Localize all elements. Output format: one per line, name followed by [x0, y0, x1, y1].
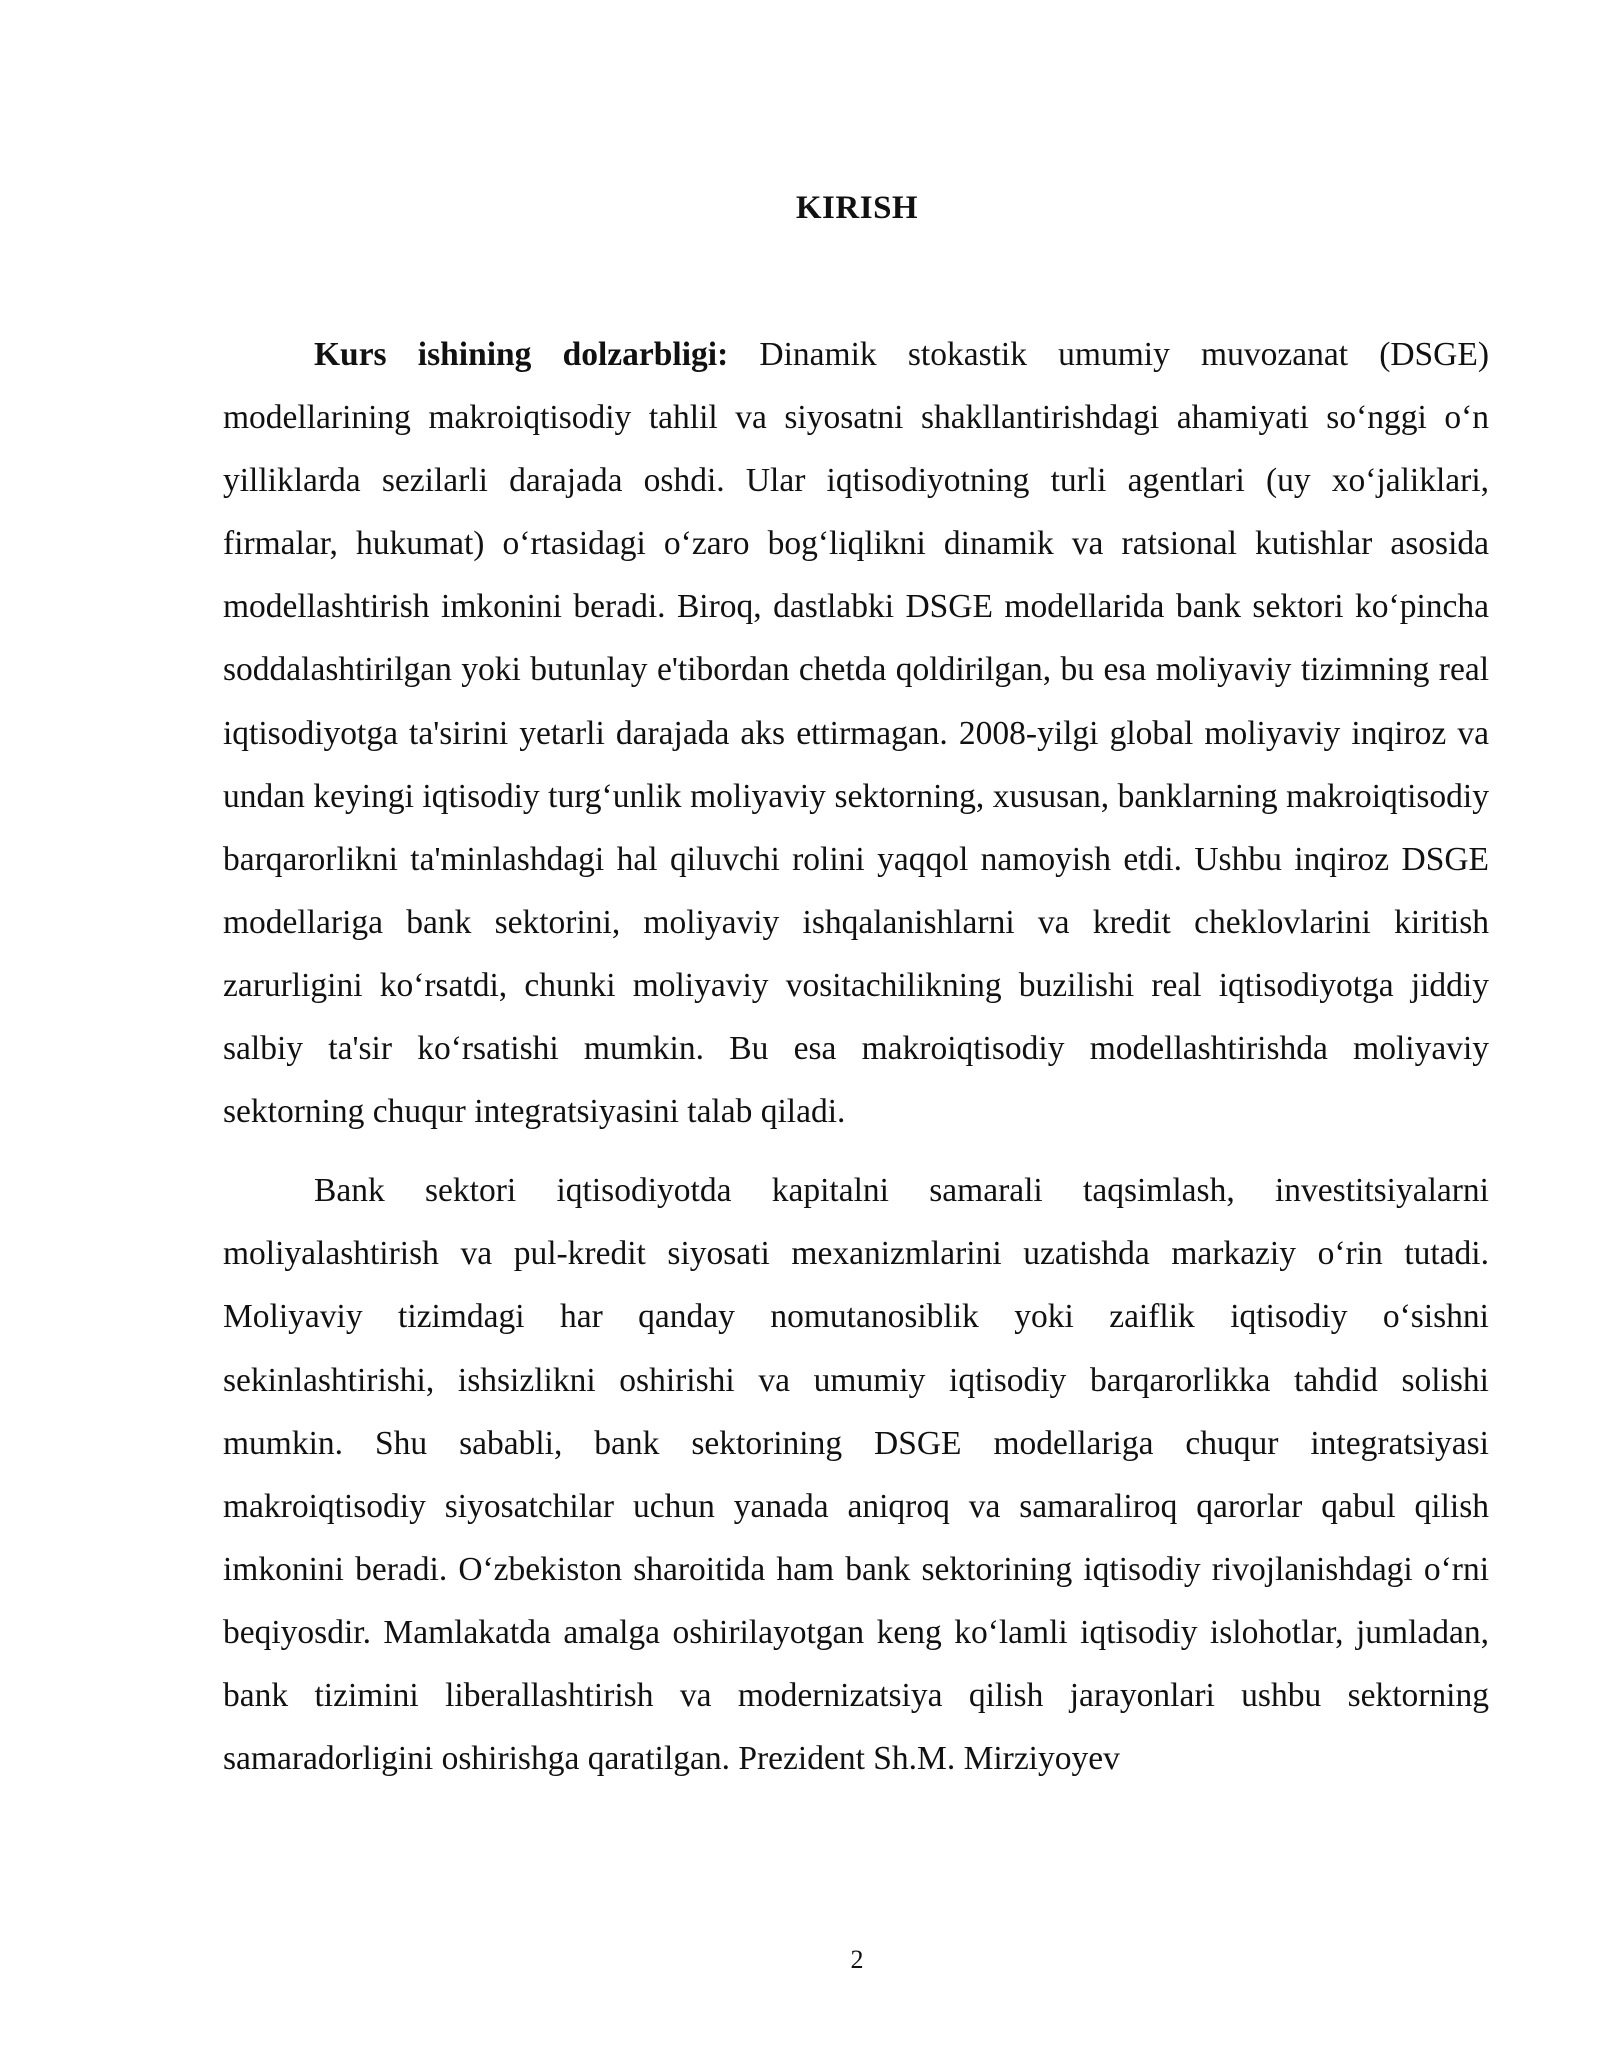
body-text [223, 323, 1489, 1790]
page-title: KIRISH [795, 190, 919, 226]
page-number: 2 [850, 1945, 864, 1974]
paragraph-relevance [223, 323, 1489, 1143]
paragraph-lead: Kurs ishining dolzarbligi: [314, 336, 729, 373]
paragraph-text: Bank sektori iqtisodiyotda kapitalni samarali taqsimlash, investitsiyalarni moliyalashtirish va pul-kredit siyosati mexanizmlarini uzatishda markaziy o‘rin tutadi. Moliyaviy tizimdagi har qanday nomutanosiblik yoki zaiflik iqtisodiy o‘sishni sekinlashtirishi, ishsizlikni oshirishi va umumiy iqtisodiy barqarorlikka tahdid solishi mumkin. Shu sababli, bank sektorining DSGE modellariga chuqur integratsiyasi makroiqtisodiy siyosatchilar uchun yanada aniqroq va samaraliroq qarorlar qabul qilish imkonini beradi. O‘zbekiston sharoitida ham bank sektorining iqtisodiy rivojlanishdagi o‘rni beqiyosdir. Mamlakatda amalga oshirilayotgan keng ko‘lamli iqtisodiy islohotlar, jumladan, bank tizimini liberallashtirish va modernizatsiya qilish jarayonlari ushbu sektorning samaradorligini oshirishga qaratilgan. Prezident Sh.M. Mirziyoyev [223, 1172, 1489, 1778]
paragraph-text: Dinamik stokastik umumiy muvozanat (DSGE) modellarining makroiqtisodiy tahlil va siyosatni shakllantirishdagi ahamiyati so‘nggi o‘n yilliklarda sezilarli darajada oshdi. Ular iqtisodiyotning turli agentlari (uy xo‘jaliklari, firmalar, hukumat) o‘rtasidagi o‘zaro bog‘liqlikni dinamik va ratsional kutishlar asosida modellashtirish imkonini beradi. Biroq, dastlabki DSGE modellarida bank sektori ko‘pincha soddalashtirilgan yoki butunlay e'tibordan chetda qoldirilgan, bu esa moliyaviy tizimning real iqtisodiyotga ta'sirini yetarli darajada aks ettirmagan. 2008-yilgi global moliyaviy inqiroz va undan keyingi iqtisodiy turg‘unlik moliyaviy sektorning, xususan, banklarning makroiqtisodiy barqarorlikni ta'minlashdagi hal qiluvchi rolini yaqqol namoyish etdi. Ushbu inqiroz DSGE modellariga bank sektorini, moliyaviy ishqalanishlarni va kredit cheklovlarini kiritish zarurligini ko‘rsatdi, chunki moliyaviy vositachilikning buzilishi real iqtisodiyotga jiddiy salbiy ta'sir ko‘rsatishi mumkin. Bu esa makroiqtisodiy modellashtirishda moliyaviy sektorning chuqur integratsiyasini talab qiladi. [223, 336, 1489, 1131]
paragraph-bank-sector [223, 1159, 1489, 1790]
